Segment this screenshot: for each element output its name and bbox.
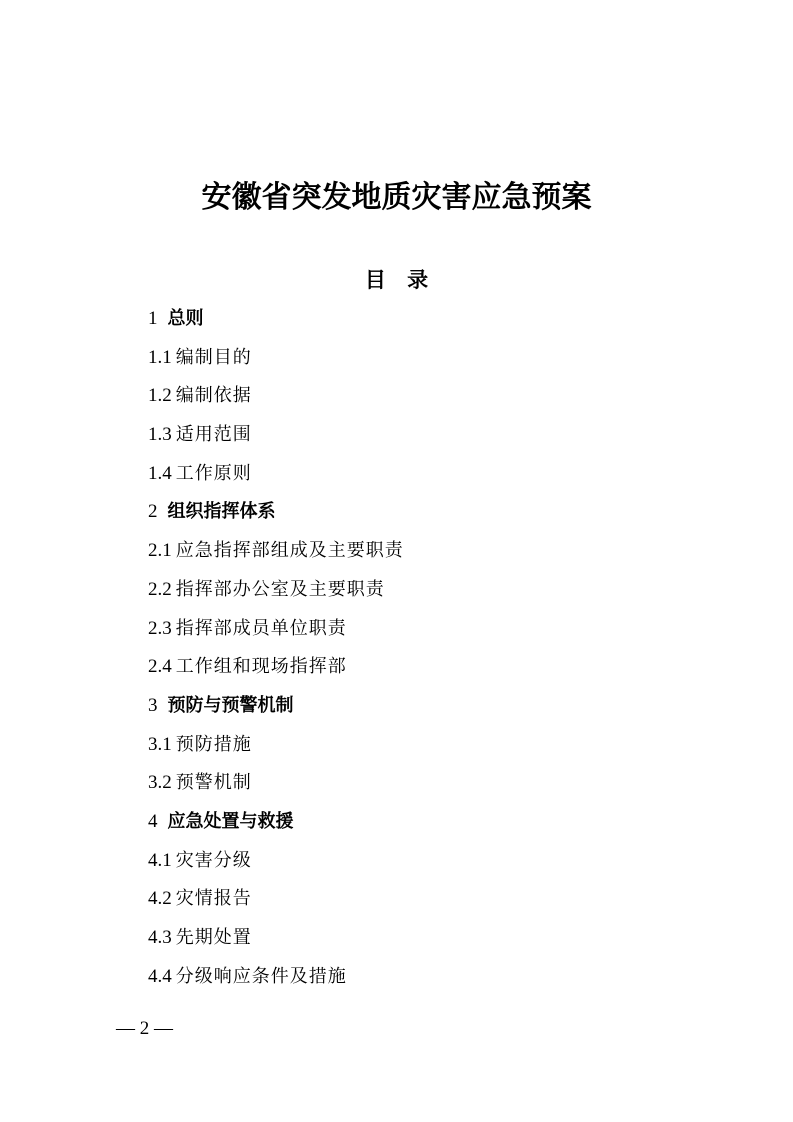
toc-entry-text: 编制目的 (175, 346, 252, 368)
toc-entry-number: 2.2 (148, 578, 172, 600)
toc-section-entry (148, 768, 708, 807)
toc-entry-text: 预防措施 (175, 733, 252, 755)
toc-entry-number: 4.4 (148, 965, 172, 987)
toc-entry-number: 2.1 (148, 540, 172, 562)
table-of-contents (148, 304, 708, 1000)
toc-entry-number: 2.3 (148, 617, 172, 639)
toc-entry-number: 3 (148, 694, 158, 716)
toc-chapter-entry (148, 691, 708, 730)
toc-section-entry (148, 575, 708, 614)
toc-section-entry (148, 343, 708, 382)
toc-entry-number: 1.2 (148, 385, 172, 407)
toc-section-entry (148, 614, 708, 653)
toc-section-entry (148, 536, 708, 575)
toc-entry-text: 分级响应条件及措施 (175, 965, 347, 987)
toc-chapter-entry (148, 497, 708, 536)
toc-entry-text: 先期处置 (175, 927, 252, 948)
toc-entry-text: 预防与预警机制 (167, 694, 294, 716)
toc-section-entry (148, 730, 708, 769)
toc-entry-number: 4.2 (148, 888, 172, 910)
toc-entry-text: 总则 (167, 308, 204, 329)
toc-entry-number: 2.4 (148, 656, 172, 678)
toc-entry-number: 2 (148, 501, 158, 523)
toc-entry-text: 指挥部成员单位职责 (175, 617, 347, 639)
toc-entry-number: 4 (148, 810, 158, 832)
toc-section-entry (148, 459, 708, 498)
toc-entry-text: 工作组和现场指挥部 (175, 656, 347, 678)
toc-entry-number: 4.3 (148, 927, 172, 948)
toc-section-entry (148, 652, 708, 691)
toc-entry-text: 灾情报告 (175, 888, 252, 910)
toc-chapter-entry (148, 304, 708, 343)
toc-entry-text: 指挥部办公室及主要职责 (175, 578, 385, 600)
toc-entry-text: 预警机制 (175, 772, 252, 794)
toc-section-entry (148, 846, 708, 885)
toc-entry-number: 1 (148, 308, 158, 329)
document-title: 安徽省突发地质灾害应急预案 (201, 180, 592, 215)
toc-section-entry (148, 381, 708, 420)
toc-entry-text: 适用范围 (175, 424, 252, 446)
toc-entry-text: 组织指挥体系 (167, 501, 276, 523)
toc-entry-text: 灾害分级 (175, 849, 252, 871)
toc-entry-number: 3.1 (148, 733, 172, 755)
toc-section-entry (148, 923, 708, 962)
toc-section-entry (148, 420, 708, 459)
toc-entry-text: 编制依据 (175, 385, 252, 407)
toc-entry-number: 1.4 (148, 462, 172, 484)
toc-entry-number: 3.2 (148, 772, 172, 794)
toc-entry-text: 工作原则 (175, 462, 252, 484)
toc-entry-number: 1.3 (148, 424, 172, 446)
toc-section-entry (148, 884, 708, 923)
page-number: — 2 — (116, 1018, 173, 1039)
toc-chapter-entry (148, 807, 708, 846)
toc-section-entry (148, 962, 708, 1001)
toc-entry-text: 应急指挥部组成及主要职责 (175, 540, 404, 562)
toc-entry-number: 1.1 (148, 346, 172, 368)
toc-entry-number: 4.1 (148, 849, 172, 871)
toc-heading: 目 录 (364, 268, 429, 292)
toc-entry-text: 应急处置与救援 (167, 810, 294, 832)
